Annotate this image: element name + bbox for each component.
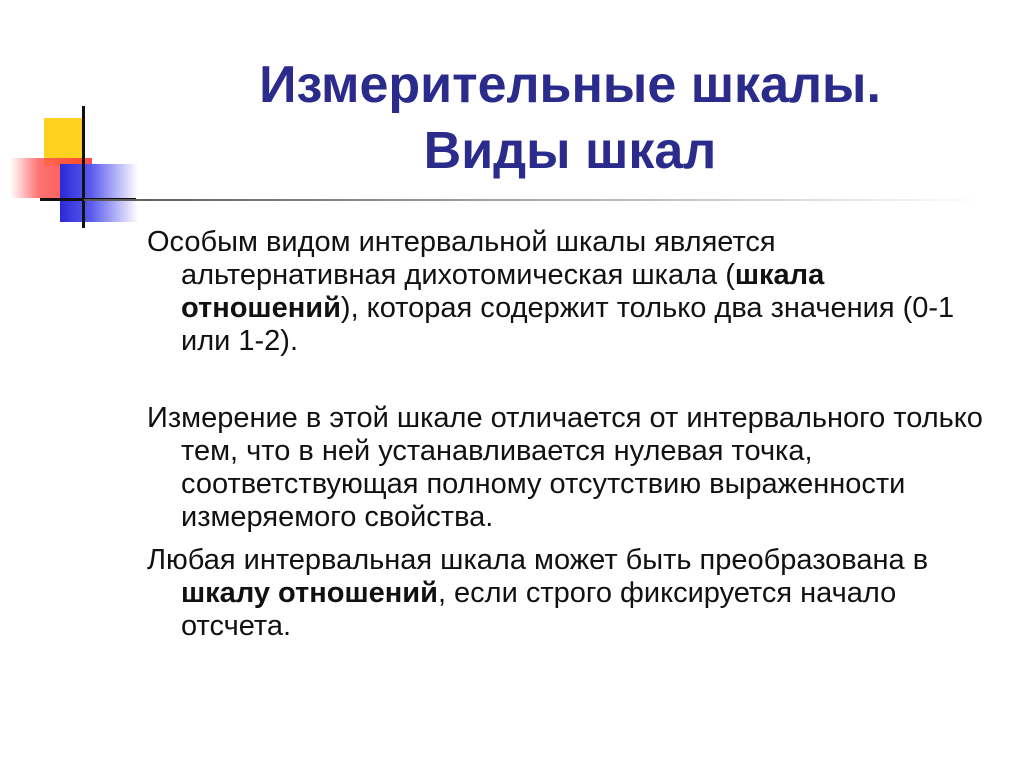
slide-title-line-1: Измерительные шкалы. — [259, 56, 881, 114]
paragraph-2 — [147, 402, 997, 534]
slide-title-line-2: Виды шкал — [423, 122, 717, 180]
paragraph-3 — [147, 544, 997, 643]
ornament-blue-square — [60, 164, 138, 222]
paragraph-1 — [147, 226, 997, 358]
paragraph-2-text: Измерение в этой шкале отличается от интервального только тем, что в ней устанавливается нулевая точка, соответствующая полному отсутствию выраженности измеряемого свойства. — [147, 402, 983, 533]
paragraph-3-text-a: Любая интервальная шкала может быть преобразована в — [147, 544, 929, 576]
corner-ornament — [0, 0, 160, 240]
paragraph-1-text-a: Особым видом интервальной шкалы является альтернативная дихотомическая шкала ( — [147, 226, 776, 291]
ornament-vertical-line — [82, 106, 85, 228]
title-underline-rule — [84, 199, 984, 201]
slide-body — [147, 226, 997, 643]
paragraph-3-bold-term: шкалу отношений — [181, 577, 438, 609]
slide-title — [140, 52, 1000, 184]
paragraph-1-text-b: ), которая содержит только два значения (0-1 или 1-2). — [181, 292, 955, 357]
paragraph-1-bold-term: шкала отношений — [181, 259, 825, 324]
paragraph-3-text-b: , если строго фиксируется начало отсчета. — [181, 577, 897, 642]
